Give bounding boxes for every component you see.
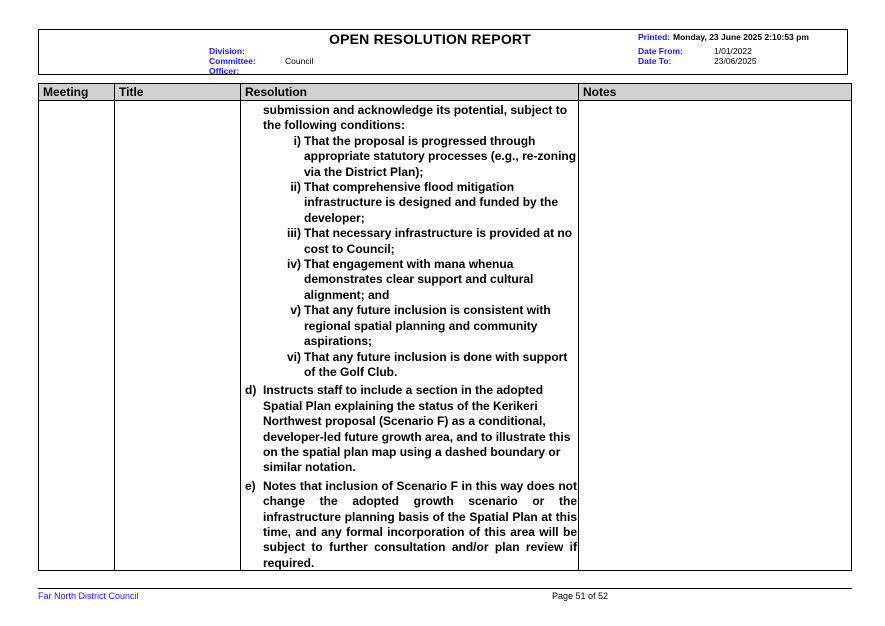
condition-text: That engagement with mana whenua demonstrates clear support and cultural alignment; and bbox=[304, 257, 534, 302]
condition-number: iii) bbox=[287, 226, 301, 241]
condition-item bbox=[243, 303, 577, 349]
officer-label: Officer: bbox=[209, 66, 240, 76]
condition-text: That necessary infrastructure is provided at no cost to Council; bbox=[304, 226, 573, 256]
item-letter: e) bbox=[245, 478, 256, 493]
page-number: Page 51 of 52 bbox=[552, 591, 609, 601]
column-divider bbox=[240, 84, 241, 570]
report-title: OPEN RESOLUTION REPORT bbox=[329, 31, 531, 47]
footer-organization: Far North District Council bbox=[38, 591, 139, 601]
column-header-resolution: Resolution bbox=[245, 85, 307, 99]
item-letter: d) bbox=[245, 383, 257, 398]
resolution-table bbox=[38, 83, 852, 571]
printed-value: Monday, 23 June 2025 2:10:53 pm bbox=[673, 32, 809, 42]
item-text: Instructs staff to include a section in the adopted Spatial Plan explaining the status of the Kerikeri Northwest proposal (Scenario F) as a conditional, developer-led future growth area, and to illustrate this on the spatial plan map using a dashed boundary or similar notation. bbox=[263, 383, 571, 475]
committee-label: Committee: bbox=[209, 56, 256, 66]
condition-text: That any future inclusion is consistent with regional spatial planning and community aspirations; bbox=[304, 303, 551, 349]
footer-divider bbox=[38, 588, 852, 589]
resolution-intro: submission and acknowledge its potential, subject to the following conditions: bbox=[263, 103, 568, 133]
condition-number: iv) bbox=[286, 257, 301, 272]
division-label: Division: bbox=[209, 46, 245, 56]
report-header bbox=[38, 29, 848, 75]
column-divider bbox=[114, 84, 115, 570]
item-text: Notes that inclusion of Scenario F in this way does not change the adopted growth scenario or the infrastructure planning basis of the Spatial Plan at this time, and any formal incorporation of this area will be subject to further consultation and/or plan review if required. bbox=[263, 478, 577, 570]
date-to-label: Date To: bbox=[638, 56, 672, 66]
column-header-meeting: Meeting bbox=[43, 85, 89, 99]
condition-item bbox=[243, 226, 577, 257]
printed-label: Printed: bbox=[638, 32, 671, 42]
column-divider bbox=[578, 84, 579, 570]
column-header-title: Title bbox=[119, 85, 144, 99]
date-to-value: 23/06/2025 bbox=[714, 56, 757, 66]
condition-number: i) bbox=[293, 133, 301, 148]
condition-number: vi) bbox=[286, 349, 301, 364]
condition-item bbox=[243, 180, 577, 226]
condition-item bbox=[243, 350, 577, 381]
condition-text: That comprehensive flood mitigation infrastructure is designed and funded by the developer; bbox=[304, 180, 559, 225]
date-from-value: 1/01/2022 bbox=[714, 46, 752, 56]
condition-number: v) bbox=[290, 303, 301, 318]
condition-item bbox=[243, 257, 577, 303]
resolution-cell bbox=[243, 103, 577, 571]
table-header-row bbox=[39, 84, 851, 101]
condition-number: ii) bbox=[290, 180, 301, 195]
committee-value: Council bbox=[285, 56, 314, 66]
condition-text: That the proposal is progressed through appropriate statutory processes (e.g., re-zoning via the District Plan); bbox=[304, 133, 577, 179]
column-header-notes: Notes bbox=[583, 85, 617, 99]
resolution-item bbox=[243, 383, 577, 475]
condition-item bbox=[243, 134, 577, 180]
date-from-label: Date From: bbox=[638, 46, 683, 56]
resolution-item bbox=[243, 479, 577, 571]
condition-text: That any future inclusion is done with support of the Golf Club. bbox=[304, 349, 568, 379]
